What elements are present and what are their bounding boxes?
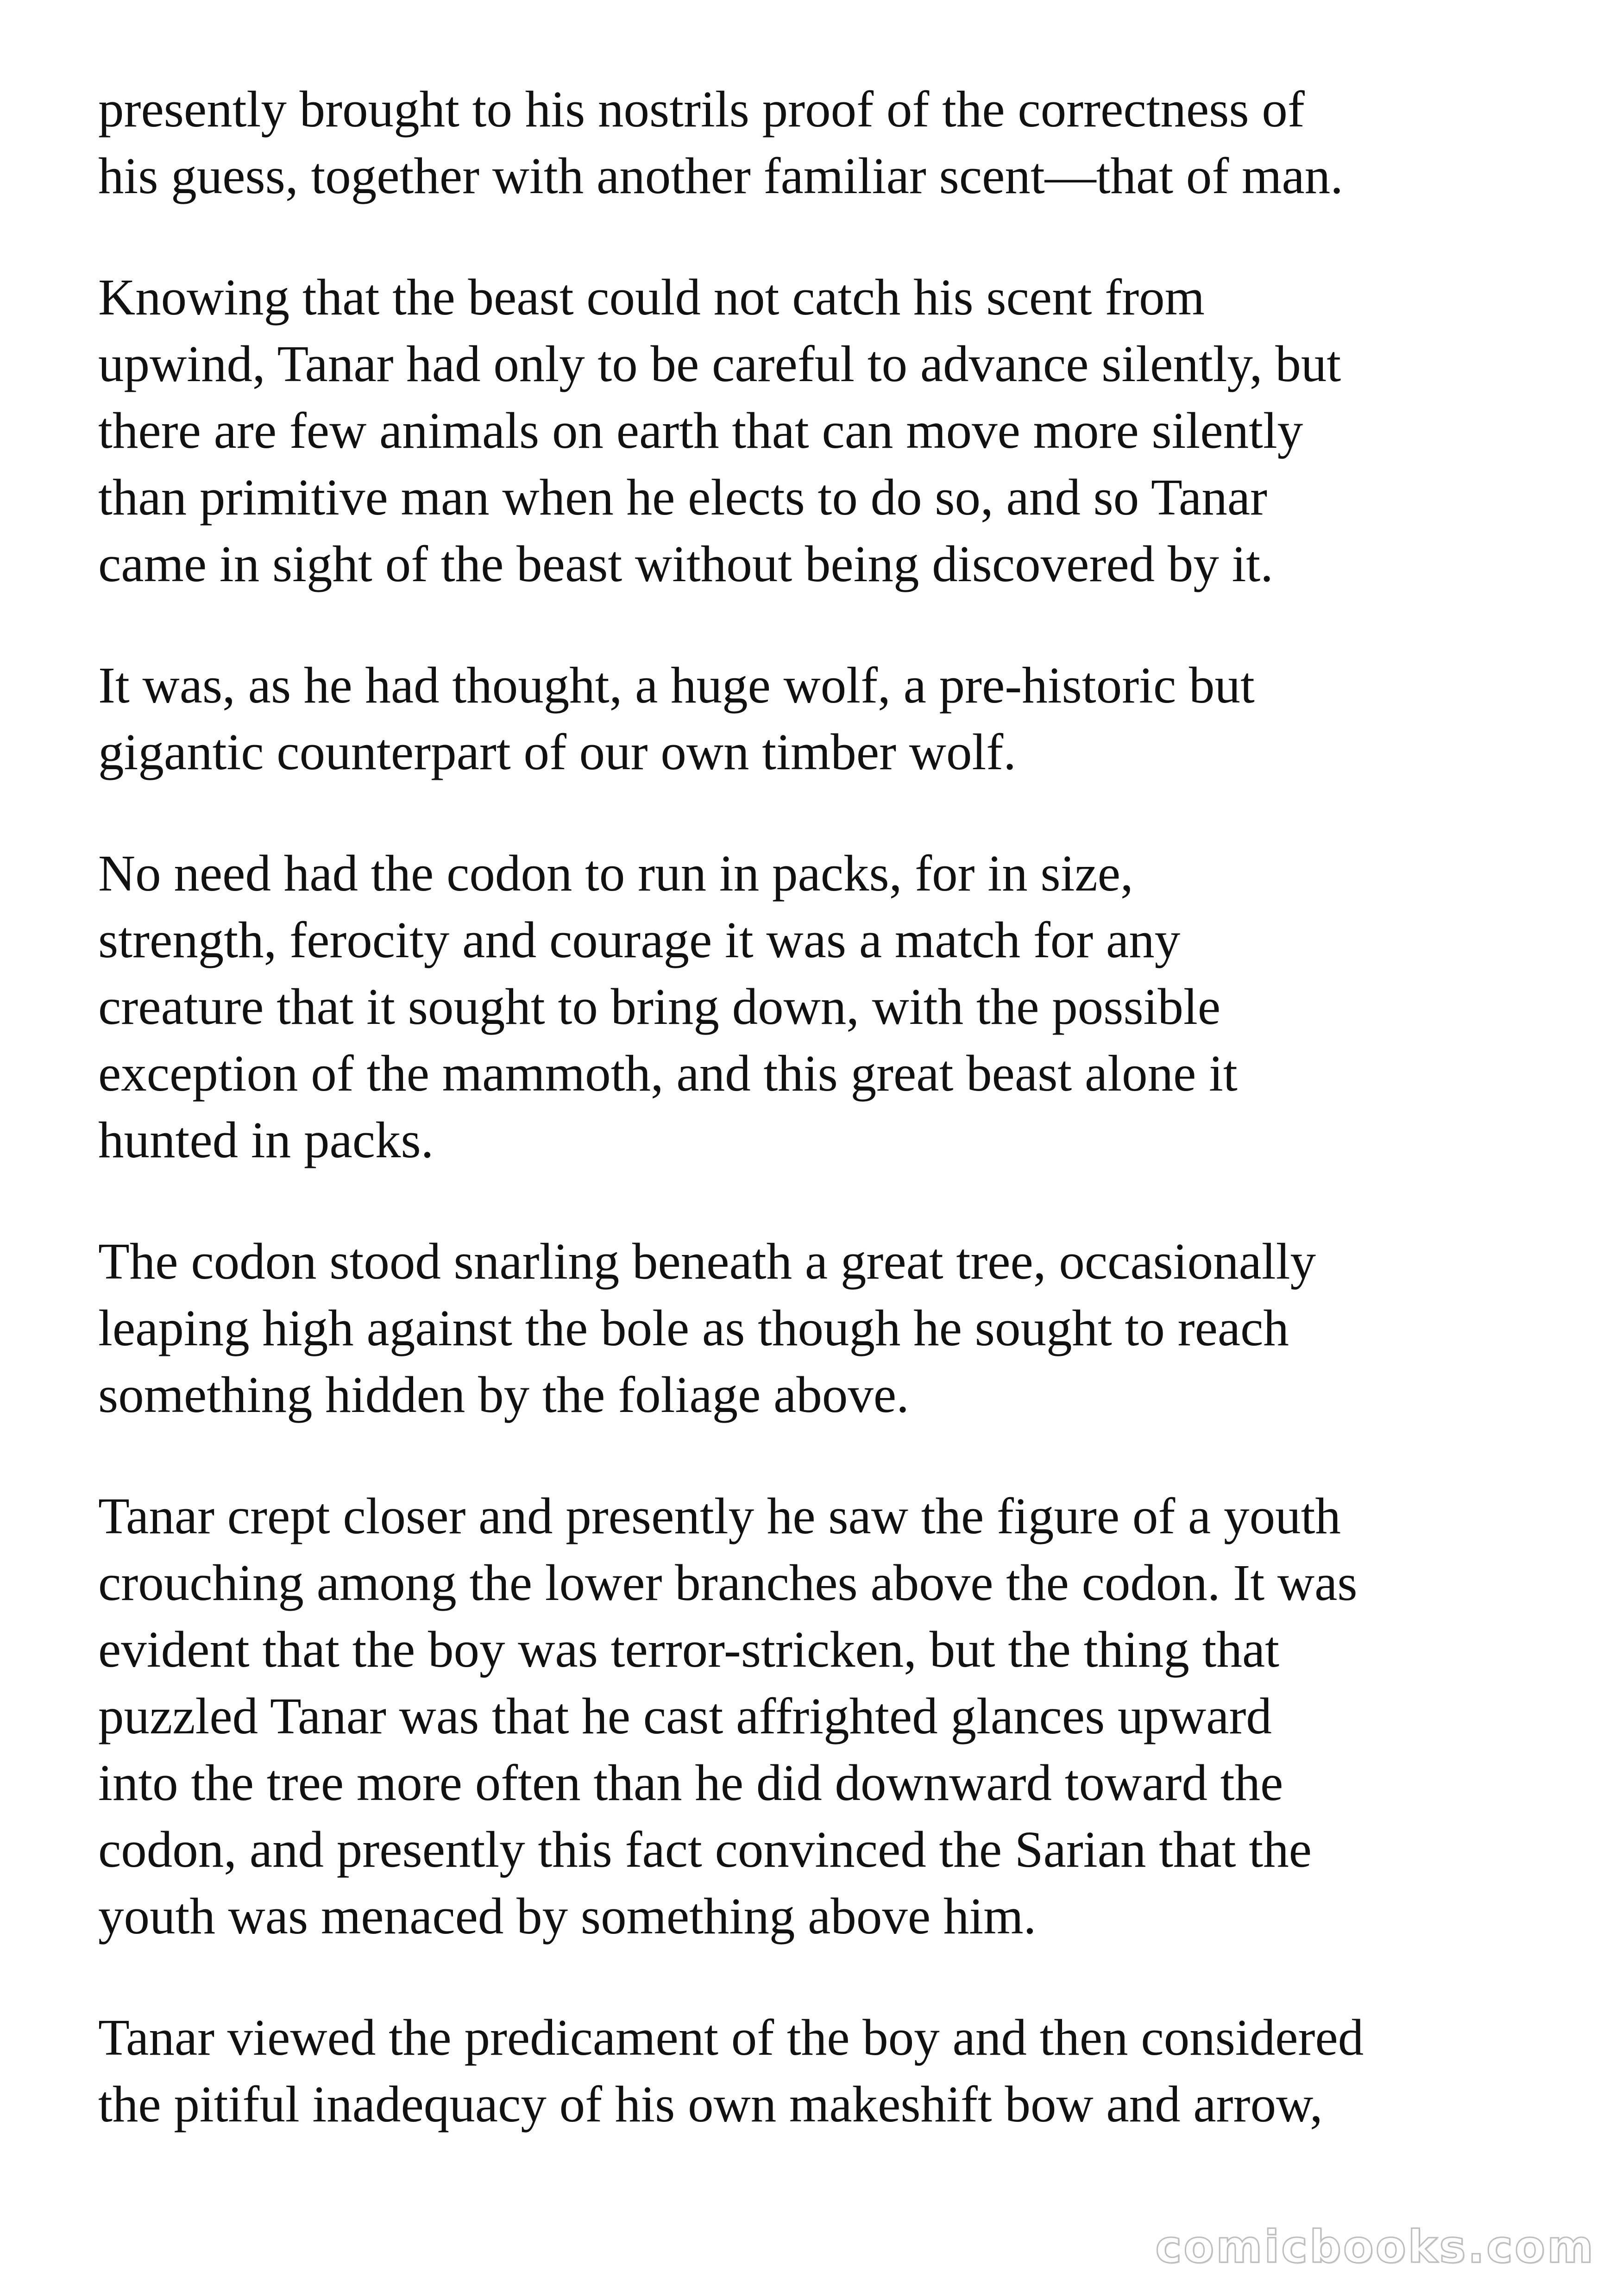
text-line: something hidden by the foliage above. bbox=[98, 1367, 909, 1424]
text-line: crouching among the lower branches above the codon. It was bbox=[98, 1555, 1358, 1612]
text-line: Knowing that the beast could not catch his scent from bbox=[98, 269, 1205, 326]
text-line: codon, and presently this fact convinced the Sarian that the bbox=[98, 1821, 1312, 1878]
text-line: presently brought to his nostrils proof of the correctness of bbox=[98, 81, 1305, 138]
text-line: It was, as he had thought, a huge wolf, a pre-historic but bbox=[98, 657, 1255, 714]
text-line: Tanar viewed the predicament of the boy and then considered bbox=[98, 2009, 1364, 2066]
text-line: The codon stood snarling beneath a great tree, occasionally bbox=[98, 1233, 1316, 1290]
text-line: evident that the boy was terror-stricken, but the thing that bbox=[98, 1621, 1280, 1678]
paragraph bbox=[98, 264, 1548, 598]
text-line: creature that it sought to bring down, with the possible bbox=[98, 979, 1221, 1035]
body-text bbox=[98, 76, 1548, 2193]
paragraph bbox=[98, 841, 1548, 1174]
text-line: leaping high against the bole as though he sought to reach bbox=[98, 1300, 1289, 1357]
paragraph bbox=[98, 2005, 1548, 2138]
text-line: upwind, Tanar had only to be careful to advance silently, but bbox=[98, 336, 1341, 393]
text-line: the pitiful inadequacy of his own makeshift bow and arrow, bbox=[98, 2076, 1323, 2133]
text-line: puzzled Tanar was that he cast affrighted glances upward bbox=[98, 1688, 1272, 1745]
text-line: strength, ferocity and courage it was a match for any bbox=[98, 912, 1181, 969]
text-line: came in sight of the beast without being discovered by it. bbox=[98, 536, 1274, 593]
text-line: gigantic counterpart of our own timber wolf. bbox=[98, 724, 1017, 781]
text-line: No need had the codon to run in packs, for in size, bbox=[98, 845, 1133, 902]
watermark: comicbooks.com bbox=[1155, 2221, 1595, 2273]
paragraph bbox=[98, 76, 1548, 210]
text-line: exception of the mammoth, and this great beast alone it bbox=[98, 1045, 1238, 1102]
text-line: into the tree more often than he did downward toward the bbox=[98, 1755, 1283, 1812]
text-line: his guess, together with another familiar scent—that of man. bbox=[98, 148, 1343, 205]
text-line: than primitive man when he elects to do so, and so Tanar bbox=[98, 469, 1268, 526]
paragraph bbox=[98, 652, 1548, 786]
paragraph bbox=[98, 1483, 1548, 1950]
text-line: hunted in packs. bbox=[98, 1112, 434, 1169]
paragraph bbox=[98, 1229, 1548, 1429]
text-line: youth was menaced by something above him. bbox=[98, 1888, 1037, 1945]
text-line: there are few animals on earth that can move more silently bbox=[98, 402, 1303, 459]
text-line: Tanar crept closer and presently he saw the figure of a youth bbox=[98, 1488, 1341, 1545]
